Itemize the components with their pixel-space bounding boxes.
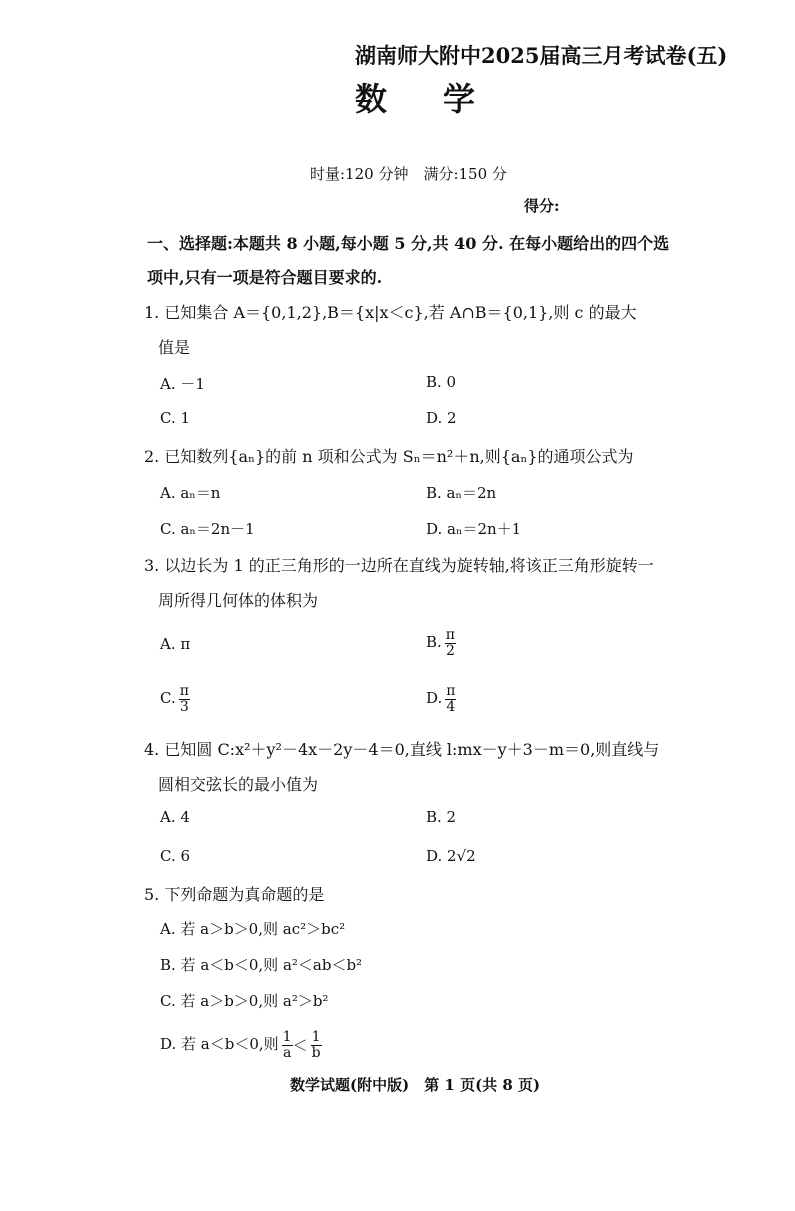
fraction-pi-over-2: [445, 628, 456, 658]
less-than-sign: ＜: [292, 1036, 308, 1055]
question-1-line2: 值是: [158, 338, 191, 357]
question-5-option-d: [160, 1030, 322, 1060]
question-1-option-b: B. 0: [426, 373, 457, 391]
section-heading-line1: 一、选择题:本题共 8 小题,每小题 5 分,共 40 分. 在每小题给出的四个选: [147, 234, 670, 253]
frac-numerator: 1: [282, 1029, 292, 1045]
subject-title: 数学: [355, 80, 532, 118]
option-d-label: D.: [426, 689, 443, 708]
question-4-option-b: B. 2: [426, 808, 457, 826]
question-3-line1: 3. 以边长为 1 的正三角形的一边所在直线为旋转轴,将该正三角形旋转一: [144, 556, 654, 575]
question-5-line1: 5. 下列命题为真命题的是: [144, 885, 325, 904]
score-label: 得分:: [524, 197, 560, 215]
option-c-label: C.: [160, 689, 176, 708]
fraction-pi-over-3: [179, 684, 190, 714]
question-5-option-a: A. 若 a＞b＞0,则 ac²＞bc²: [160, 920, 346, 938]
option-b-label: B.: [426, 633, 442, 652]
fraction-1-over-b: [311, 1030, 322, 1060]
question-2-line1: 2. 已知数列{aₙ}的前 n 项和公式为 Sₙ＝n²＋n,则{aₙ}的通项公式为: [144, 447, 634, 466]
frac-denominator: 3: [179, 698, 189, 715]
question-3-line2: 周所得几何体的体积为: [158, 591, 319, 610]
question-1-option-d: D. 2: [426, 409, 457, 427]
frac-numerator: π: [446, 683, 456, 699]
question-4-line2: 圆相交弦长的最小值为: [158, 775, 319, 794]
question-4-option-c: C. 6: [160, 847, 191, 865]
question-3-option-b: [426, 628, 456, 658]
question-4-line1: 4. 已知圆 C:x²＋y²－4x－2y－4＝0,直线 l:mx－y＋3－m＝0,则直线与: [144, 740, 660, 759]
frac-denominator: 2: [445, 642, 455, 659]
page-footer: 数学试题(附中版) 第 1 页(共 8 页): [290, 1076, 541, 1094]
question-4-option-a: A. 4: [160, 808, 190, 826]
fraction-1-over-a: [282, 1030, 293, 1060]
question-2-option-b: B. aₙ＝2n: [426, 484, 497, 502]
question-1-option-c: C. 1: [160, 409, 191, 427]
section-heading-line2: 项中,只有一项是符合题目要求的.: [147, 268, 383, 287]
fraction-pi-over-4: [445, 684, 456, 714]
question-3-option-d: [426, 684, 456, 714]
frac-denominator: b: [311, 1044, 321, 1061]
question-3-option-c: [160, 684, 190, 714]
question-5-option-c: C. 若 a＞b＞0,则 a²＞b²: [160, 992, 329, 1010]
question-1-line1: 1. 已知集合 A＝{0,1,2},B＝{x|x＜c},若 A∩B＝{0,1},则 c 的最大: [144, 303, 637, 322]
frac-denominator: 4: [446, 698, 456, 715]
question-5-option-b: B. 若 a＜b＜0,则 a²＜ab＜b²: [160, 956, 363, 974]
frac-denominator: a: [282, 1044, 292, 1061]
time-and-score-info: 时量:120 分钟 满分:150 分: [310, 165, 507, 183]
question-2-option-d: D. aₙ＝2n＋1: [426, 520, 522, 538]
question-2-option-c: C. aₙ＝2n－1: [160, 520, 255, 538]
question-2-option-a: A. aₙ＝n: [160, 484, 221, 502]
question-4-option-d: D. 2√2: [426, 847, 476, 865]
option-d-label: D. 若 a＜b＜0,则: [160, 1035, 279, 1054]
question-3-option-a: A. π: [160, 635, 191, 653]
question-1-option-a: A. －1: [160, 375, 205, 393]
exam-title: 湖南师大附中2025届高三月考试卷(五): [355, 43, 728, 68]
frac-numerator: 1: [311, 1029, 321, 1045]
frac-numerator: π: [445, 627, 455, 643]
frac-numerator: π: [179, 683, 189, 699]
